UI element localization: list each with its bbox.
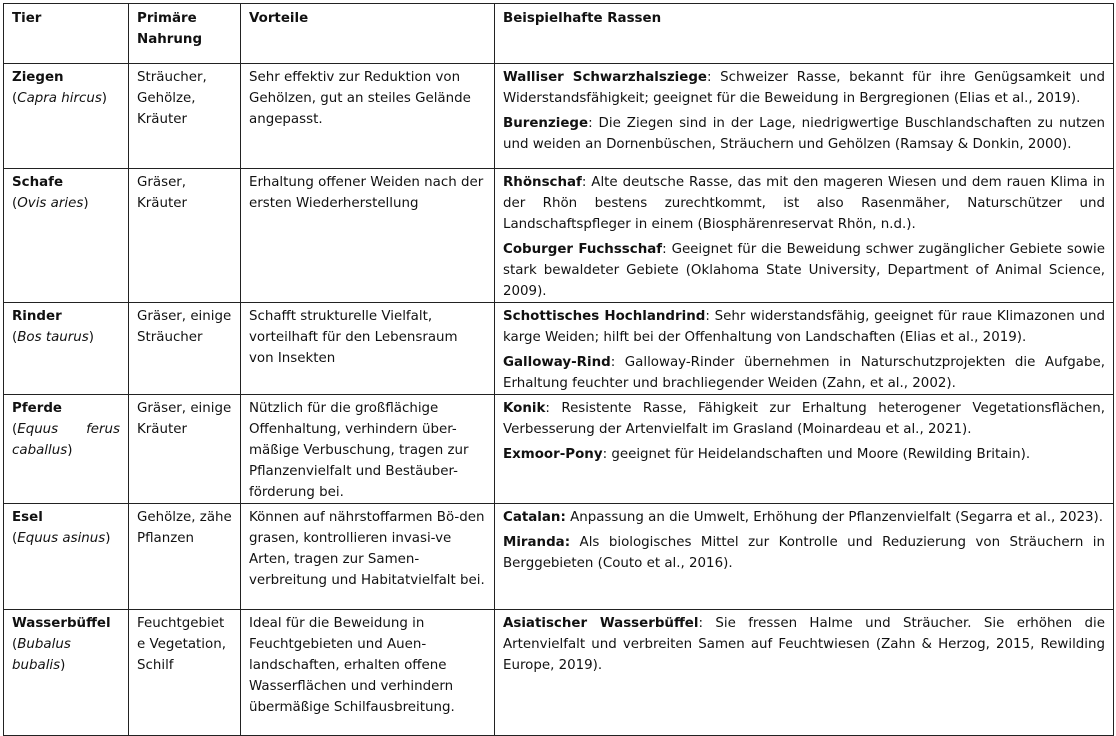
breed-entry xyxy=(503,352,1105,394)
breeds-cell xyxy=(495,504,1114,610)
breed-entry xyxy=(503,532,1105,574)
breed-description: : Die Ziegen sind in der Lage, niedrigwertige Buschlandschaften zu nutzen und weiden an Dornenbüschen, Sträuchern und Gehölzen (Ramsay & Donkin, 2000). xyxy=(503,116,1105,152)
breed-entry xyxy=(503,306,1105,348)
food-cell: Gräser, einige Kräuter xyxy=(129,395,241,504)
animal-cell xyxy=(4,504,129,610)
breed-description: : geeignet für Heidelandschaften und Moore (Rewilding Britain). xyxy=(602,447,1031,462)
latin-name: (Equus asinus) xyxy=(12,531,111,546)
breeds-cell xyxy=(495,303,1114,395)
breed-entry xyxy=(503,67,1105,109)
benefits-cell: Schafft strukturelle Vielfalt, vorteilhaft für den Lebensraum von Insekten xyxy=(241,303,495,395)
breed-entry xyxy=(503,172,1105,235)
breed-description: : Sehr widerstandsfähig, geeignet für raue Klimazonen und karge Weiden; hilft bei der Offenhaltung von Landschaften (Elias et al., 2019). xyxy=(503,309,1105,345)
animal-name: Wasserbüffel xyxy=(12,616,111,631)
breed-entry xyxy=(503,398,1105,440)
food-cell: Gräser, einige Sträucher xyxy=(129,303,241,395)
animal-name: Schafe xyxy=(12,175,64,190)
header-tier: Tier xyxy=(4,4,129,64)
table-row xyxy=(4,504,1114,610)
breed-description: : Sie fressen Halme und Sträucher. Sie erhöhen die Artenvielfalt und verbreiten Samen auf Feuchtwiesen (Zahn & Herzog, 2015, Rewilding Europe, 2019). xyxy=(503,616,1105,673)
breed-description: Anpassung an die Umwelt, Erhöhung der Pflanzenvielfalt (Segarra et al., 2023). xyxy=(565,510,1104,525)
breed-description: : Alte deutsche Rasse, das mit den mageren Wiesen und dem rauen Klima in der Rhön bestens zurechtkommt, ist also Rasenmäher, Naturschützer und Landschaftspfleger in einem (Biosphärenreservat Rhön, n.d.). xyxy=(503,175,1105,232)
header-example-breeds: Beispielhafte Rassen xyxy=(495,4,1114,64)
benefits-cell: Ideal für die Beweidung in Feuchtgebieten und Auen-landschaften, erhalten offene Wasserflächen und verhindern übermäßige Schilfausbreitung. xyxy=(241,610,495,736)
breeds-cell xyxy=(495,169,1114,303)
header-benefits: Vorteile xyxy=(241,4,495,64)
animal-name: Ziegen xyxy=(12,70,64,85)
breed-name: Coburger Fuchsschaf xyxy=(503,242,663,257)
breeds-cell xyxy=(495,64,1114,169)
breed-name: Catalan: xyxy=(503,510,566,525)
breed-entry xyxy=(503,113,1105,155)
breed-name: Konik xyxy=(503,401,546,416)
food-cell: Gräser, Kräuter xyxy=(129,169,241,303)
header-row xyxy=(4,4,1114,64)
animal-cell xyxy=(4,610,129,736)
breed-name: Walliser Schwarzhalsziege xyxy=(503,70,707,85)
livestock-grazing-table xyxy=(3,3,1114,736)
breed-entry xyxy=(503,239,1105,302)
animal-name: Esel xyxy=(12,510,43,525)
breed-name: Rhönschaf xyxy=(503,175,582,190)
benefits-cell: Nützlich für die großflächige Offenhaltung, verhindern über-mäßige Verbuschung, tragen zur Pflanzenvielfalt und Bestäuber-förderung bei. xyxy=(241,395,495,504)
table-row xyxy=(4,395,1114,504)
food-cell: Gehölze, zähe Pflanzen xyxy=(129,504,241,610)
benefits-cell: Erhaltung offener Weiden nach der ersten Wiederherstellung xyxy=(241,169,495,303)
breed-entry xyxy=(503,613,1105,676)
breed-name: Miranda: xyxy=(503,535,571,550)
breed-entry xyxy=(503,444,1105,465)
animal-cell xyxy=(4,169,129,303)
latin-name: (Capra hircus) xyxy=(12,91,108,106)
animal-cell xyxy=(4,395,129,504)
latin-name: (Bos taurus) xyxy=(12,330,94,345)
breed-description: : Resistente Rasse, Fähigkeit zur Erhaltung heterogener Vegetationsflächen, Verbesserung der Artenvielfalt im Grasland (Moinardeau et al., 2021). xyxy=(503,401,1105,437)
animal-cell xyxy=(4,303,129,395)
animal-name: Pferde xyxy=(12,401,62,416)
latin-name: (Bubalus bubalis) xyxy=(12,637,71,673)
table-row xyxy=(4,64,1114,169)
breed-description: : Schweizer Rasse, bekannt für ihre Genügsamkeit und Widerstandsfähigkeit; geeignet für die Beweidung in Bergregionen (Elias et al., 2019). xyxy=(503,70,1105,106)
breed-name: Exmoor-Pony xyxy=(503,447,603,462)
breeds-cell xyxy=(495,610,1114,736)
table-row xyxy=(4,610,1114,736)
breed-name: Schottisches Hochlandrind xyxy=(503,309,706,324)
breed-name: Asiatischer Wasserbüffel xyxy=(503,616,699,631)
table-row xyxy=(4,169,1114,303)
breed-entry xyxy=(503,507,1105,528)
food-cell: Feuchtgebiete Vegetation, Schilf xyxy=(129,610,241,736)
table-row xyxy=(4,303,1114,395)
breeds-cell xyxy=(495,395,1114,504)
benefits-cell: Sehr effektiv zur Reduktion von Gehölzen, gut an steiles Gelände angepasst. xyxy=(241,64,495,169)
breed-name: Galloway-Rind xyxy=(503,355,611,370)
breed-description: : Galloway-Rinder übernehmen in Naturschutzprojekten die Aufgabe, Erhaltung feuchter und brachliegender Weiden (Zahn, et al., 2002). xyxy=(503,355,1105,391)
breed-description: Als biologisches Mittel zur Kontrolle und Reduzierung von Sträuchern in Berggebieten (Couto et al., 2016). xyxy=(503,535,1105,571)
food-cell: Sträucher, Gehölze, Kräuter xyxy=(129,64,241,169)
breed-name: Burenziege xyxy=(503,116,589,131)
breed-description: : Geeignet für die Beweidung schwer zugänglicher Gebiete sowie stark bewaldeter Gebiete (Oklahoma State University, Department of Animal Science, 2009). xyxy=(503,242,1105,299)
latin-name: (Ovis aries) xyxy=(12,196,89,211)
header-primary-food: Primäre Nahrung xyxy=(129,4,241,64)
animal-cell xyxy=(4,64,129,169)
benefits-cell: Können auf nährstoffarmen Bö-den grasen, kontrollieren invasi-ve Arten, tragen zur Samen-verbreitung und Habitatvielfalt bei. xyxy=(241,504,495,610)
animal-name: Rinder xyxy=(12,309,62,324)
latin-name: (Equus ferus caballus) xyxy=(12,422,120,458)
